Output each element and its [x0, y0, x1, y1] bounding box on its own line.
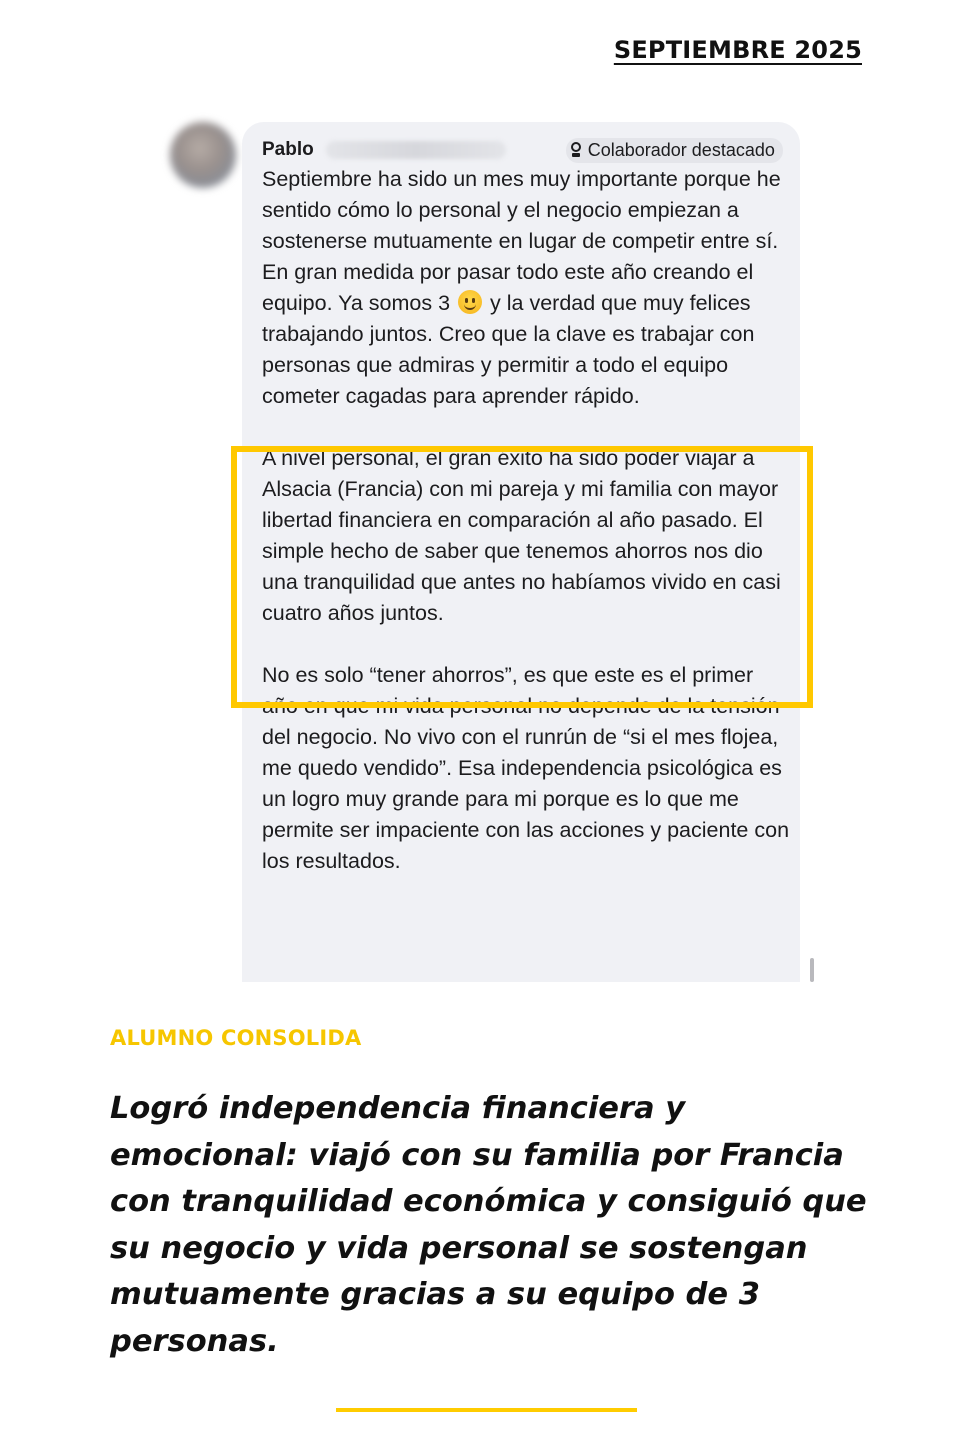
- comment-paragraph-2-highlighted: A nivel personal, el gran éxito ha sido poder viajar a Alsacia (Francia) con mi pareja y mi familia con mayor libertad financiera en comparación al año pasado. El simple hecho de saber que tenemos ahorros nos dio una tranquilidad que antes no habíamos vivido en casi cuatro años juntos.: [262, 446, 781, 625]
- author-name[interactable]: Pablo: [262, 139, 314, 160]
- award-ribbon-icon: [570, 141, 584, 159]
- highlight-frame: [231, 446, 813, 708]
- paragraph-text: y la verdad que muy felices trabajando juntos. Creo que la clave es trabajar con personas que admiras y permitir a todo el equipo cometer cagadas para aprender rápido.: [262, 291, 755, 408]
- avatar[interactable]: [170, 122, 236, 188]
- comment-paragraph-3: No es solo “tener ahorros”, es que este es el primer año en que mi vida personal no depende de la tensión del negocio. No vivo con el runrún de “si el mes flojea, me quedo vendido”. Esa independencia psicológica es un logro muy grande para mi porque es lo que me permite ser impaciente con las acciones y paciente con los resultados.: [262, 663, 790, 873]
- blurred-last-name: [326, 141, 506, 159]
- comment-header: [262, 136, 792, 164]
- contributor-badge: [566, 138, 783, 163]
- summary-text: Logró independencia financiera y emocional: viajó con su familia por Francia con tranquilidad económica y consiguió que su negocio y vida personal se sostengan mutuamente gracias a su equipo de 3 personas.: [110, 1091, 867, 1359]
- smiling-face-emoji-icon: [458, 290, 482, 314]
- category-label: ALUMNO CONSOLIDA: [110, 1026, 362, 1050]
- scrollbar[interactable]: [810, 958, 814, 982]
- divider: [336, 1408, 637, 1412]
- comment-paragraph-1: [262, 164, 792, 412]
- date-heading: SEPTIEMBRE 2025: [613, 36, 862, 64]
- paragraph-text: Septiembre ha sido un mes muy importante porque he sentido cómo lo personal y el negocio empiezan a sostenerse mutuamente en lugar de competir entre sí. En gran medida por pasar todo este año creando el equipo. Ya somos 3: [262, 167, 781, 315]
- badge-label: Colaborador destacado: [587, 139, 775, 160]
